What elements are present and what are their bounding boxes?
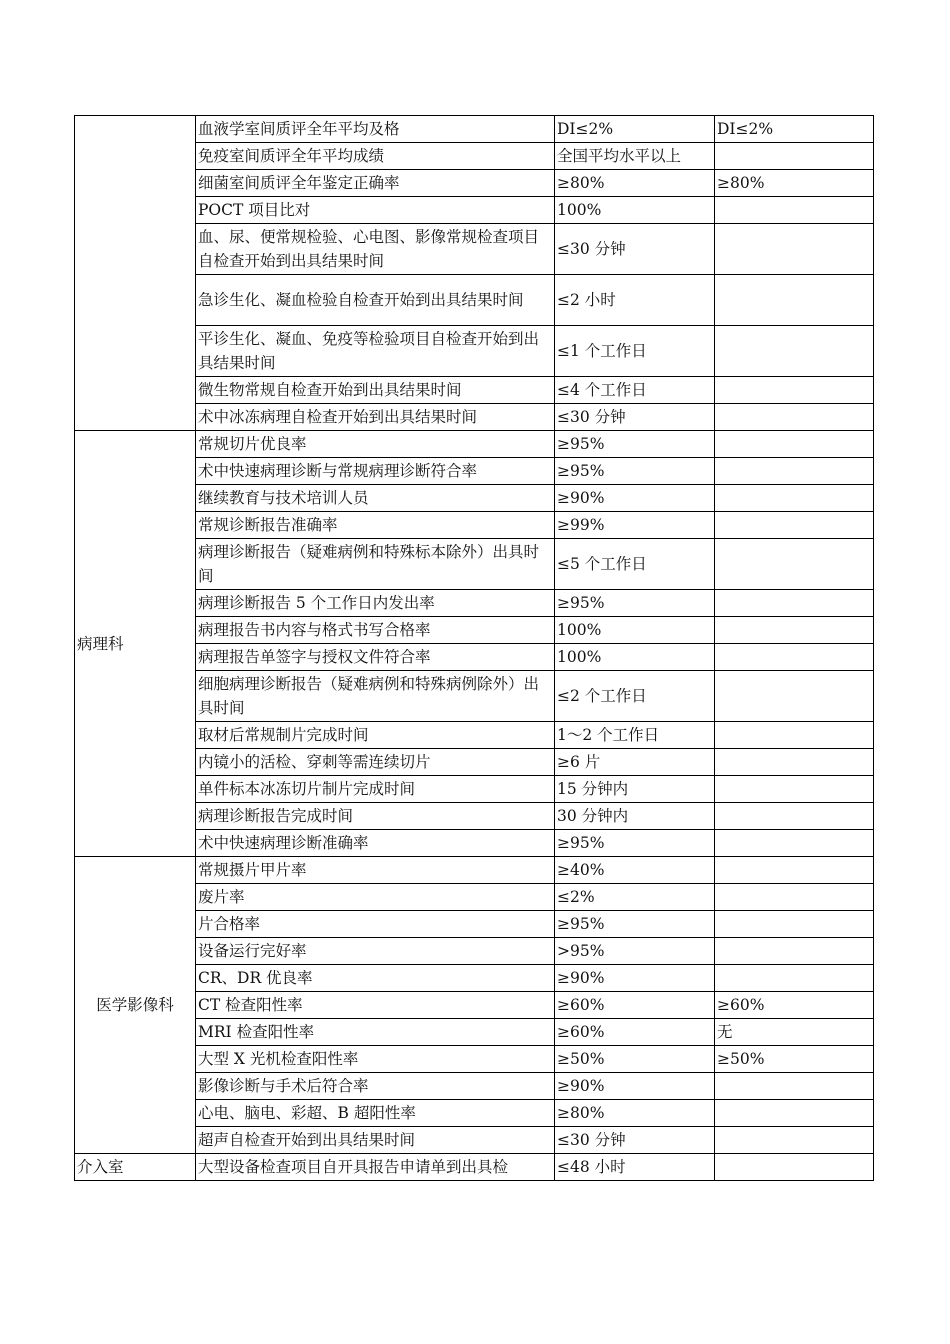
indicator-cell: 常规切片优良率 <box>196 431 555 458</box>
actual-value-cell <box>715 617 874 644</box>
indicator-cell: 取材后常规制片完成时间 <box>196 722 555 749</box>
actual-value-cell <box>715 197 874 224</box>
actual-value-cell: DI≤2% <box>715 116 874 143</box>
actual-value-cell <box>715 143 874 170</box>
actual-value-cell <box>715 644 874 671</box>
actual-value-cell <box>715 590 874 617</box>
indicator-cell: 病理报告书内容与格式书写合格率 <box>196 617 555 644</box>
standard-value-cell: ≤5 个工作日 <box>555 539 715 590</box>
indicator-table <box>74 115 874 1181</box>
standard-value-cell: ≥6 片 <box>555 749 715 776</box>
actual-value-cell <box>715 671 874 722</box>
standard-value-cell: ≤30 分钟 <box>555 1127 715 1154</box>
standard-value-cell: ≤2% <box>555 884 715 911</box>
actual-value-cell <box>715 458 874 485</box>
standard-value-cell: >95% <box>555 938 715 965</box>
standard-value-cell: ≤30 分钟 <box>555 404 715 431</box>
standard-value-cell: ≥95% <box>555 458 715 485</box>
indicator-cell: CR、DR 优良率 <box>196 965 555 992</box>
actual-value-cell <box>715 404 874 431</box>
indicator-cell: 废片率 <box>196 884 555 911</box>
indicator-cell: 病理诊断报告 5 个工作日内发出率 <box>196 590 555 617</box>
actual-value-cell <box>715 1100 874 1127</box>
indicator-cell: 设备运行完好率 <box>196 938 555 965</box>
indicator-cell: 常规诊断报告准确率 <box>196 512 555 539</box>
standard-value-cell: ≤4 个工作日 <box>555 377 715 404</box>
indicator-cell: MRI 检查阳性率 <box>196 1019 555 1046</box>
indicator-cell: 血、尿、便常规检验、心电图、影像常规检查项目自检查开始到出具结果时间 <box>196 224 555 275</box>
actual-value-cell <box>715 1127 874 1154</box>
standard-value-cell: ≥95% <box>555 830 715 857</box>
indicator-cell: 免疫室间质评全年平均成绩 <box>196 143 555 170</box>
standard-value-cell: ≤48 小时 <box>555 1154 715 1181</box>
standard-value-cell: ≥95% <box>555 911 715 938</box>
standard-value-cell: ≥40% <box>555 857 715 884</box>
indicator-table-body <box>75 116 874 1181</box>
standard-value-cell: 100% <box>555 617 715 644</box>
standard-value-cell: ≤1 个工作日 <box>555 326 715 377</box>
indicator-cell: 常规摄片甲片率 <box>196 857 555 884</box>
actual-value-cell <box>715 512 874 539</box>
actual-value-cell <box>715 539 874 590</box>
indicator-cell: 平诊生化、凝血、免疫等检验项目自检查开始到出具结果时间 <box>196 326 555 377</box>
actual-value-cell: ≥60% <box>715 992 874 1019</box>
standard-value-cell: ≥80% <box>555 1100 715 1127</box>
indicator-cell: 心电、脑电、彩超、B 超阳性率 <box>196 1100 555 1127</box>
actual-value-cell <box>715 1073 874 1100</box>
department-cell: 医学影像科 <box>75 857 196 1154</box>
department-cell: 介入室 <box>75 1154 196 1181</box>
standard-value-cell: 100% <box>555 197 715 224</box>
indicator-cell: 血液学室间质评全年平均及格 <box>196 116 555 143</box>
actual-value-cell <box>715 938 874 965</box>
indicator-cell: 影像诊断与手术后符合率 <box>196 1073 555 1100</box>
table-row <box>75 857 874 884</box>
standard-value-cell: ≤30 分钟 <box>555 224 715 275</box>
actual-value-cell <box>715 1154 874 1181</box>
standard-value-cell: ≥90% <box>555 1073 715 1100</box>
indicator-cell: 超声自检查开始到出具结果时间 <box>196 1127 555 1154</box>
indicator-cell: 病理报告单签字与授权文件符合率 <box>196 644 555 671</box>
indicator-cell: 大型设备检查项目自开具报告申请单到出具检 <box>196 1154 555 1181</box>
table-row <box>75 1154 874 1181</box>
actual-value-cell: ≥80% <box>715 170 874 197</box>
actual-value-cell <box>715 803 874 830</box>
standard-value-cell: ≥60% <box>555 1019 715 1046</box>
actual-value-cell <box>715 749 874 776</box>
actual-value-cell <box>715 965 874 992</box>
indicator-cell: 病理诊断报告（疑难病例和特殊标本除外）出具时间 <box>196 539 555 590</box>
table-row <box>75 116 874 143</box>
standard-value-cell: ≥99% <box>555 512 715 539</box>
standard-value-cell: 30 分钟内 <box>555 803 715 830</box>
actual-value-cell <box>715 884 874 911</box>
standard-value-cell: 100% <box>555 644 715 671</box>
actual-value-cell <box>715 722 874 749</box>
table-row <box>75 431 874 458</box>
standard-value-cell: ≥90% <box>555 485 715 512</box>
indicator-cell: 大型 X 光机检查阳性率 <box>196 1046 555 1073</box>
department-cell <box>75 116 196 431</box>
standard-value-cell: ≥95% <box>555 431 715 458</box>
standard-value-cell: ≥60% <box>555 992 715 1019</box>
actual-value-cell <box>715 911 874 938</box>
actual-value-cell: 无 <box>715 1019 874 1046</box>
department-cell: 病理科 <box>75 431 196 857</box>
actual-value-cell <box>715 377 874 404</box>
indicator-cell: 术中快速病理诊断与常规病理诊断符合率 <box>196 458 555 485</box>
indicator-cell: 细菌室间质评全年鉴定正确率 <box>196 170 555 197</box>
standard-value-cell: 1～2 个工作日 <box>555 722 715 749</box>
standard-value-cell: ≥80% <box>555 170 715 197</box>
standard-value-cell: ≤2 个工作日 <box>555 671 715 722</box>
indicator-cell: 微生物常规自检查开始到出具结果时间 <box>196 377 555 404</box>
indicator-cell: 术中冰冻病理自检查开始到出具结果时间 <box>196 404 555 431</box>
indicator-cell: POCT 项目比对 <box>196 197 555 224</box>
indicator-cell: 病理诊断报告完成时间 <box>196 803 555 830</box>
actual-value-cell <box>715 326 874 377</box>
actual-value-cell: ≥50% <box>715 1046 874 1073</box>
standard-value-cell: ≥50% <box>555 1046 715 1073</box>
actual-value-cell <box>715 224 874 275</box>
indicator-cell: CT 检查阳性率 <box>196 992 555 1019</box>
standard-value-cell: ≥95% <box>555 590 715 617</box>
standard-value-cell: 15 分钟内 <box>555 776 715 803</box>
actual-value-cell <box>715 857 874 884</box>
indicator-cell: 单件标本冰冻切片制片完成时间 <box>196 776 555 803</box>
indicator-cell: 术中快速病理诊断准确率 <box>196 830 555 857</box>
actual-value-cell <box>715 431 874 458</box>
standard-value-cell: ≤2 小时 <box>555 275 715 326</box>
standard-value-cell: ≥90% <box>555 965 715 992</box>
actual-value-cell <box>715 275 874 326</box>
standard-value-cell: DI≤2% <box>555 116 715 143</box>
indicator-cell: 继续教育与技术培训人员 <box>196 485 555 512</box>
actual-value-cell <box>715 485 874 512</box>
indicator-cell: 细胞病理诊断报告（疑难病例和特殊病例除外）出具时间 <box>196 671 555 722</box>
standard-value-cell: 全国平均水平以上 <box>555 143 715 170</box>
indicator-cell: 片合格率 <box>196 911 555 938</box>
actual-value-cell <box>715 830 874 857</box>
indicator-cell: 内镜小的活检、穿刺等需连续切片 <box>196 749 555 776</box>
actual-value-cell <box>715 776 874 803</box>
indicator-cell: 急诊生化、凝血检验自检查开始到出具结果时间 <box>196 275 555 326</box>
